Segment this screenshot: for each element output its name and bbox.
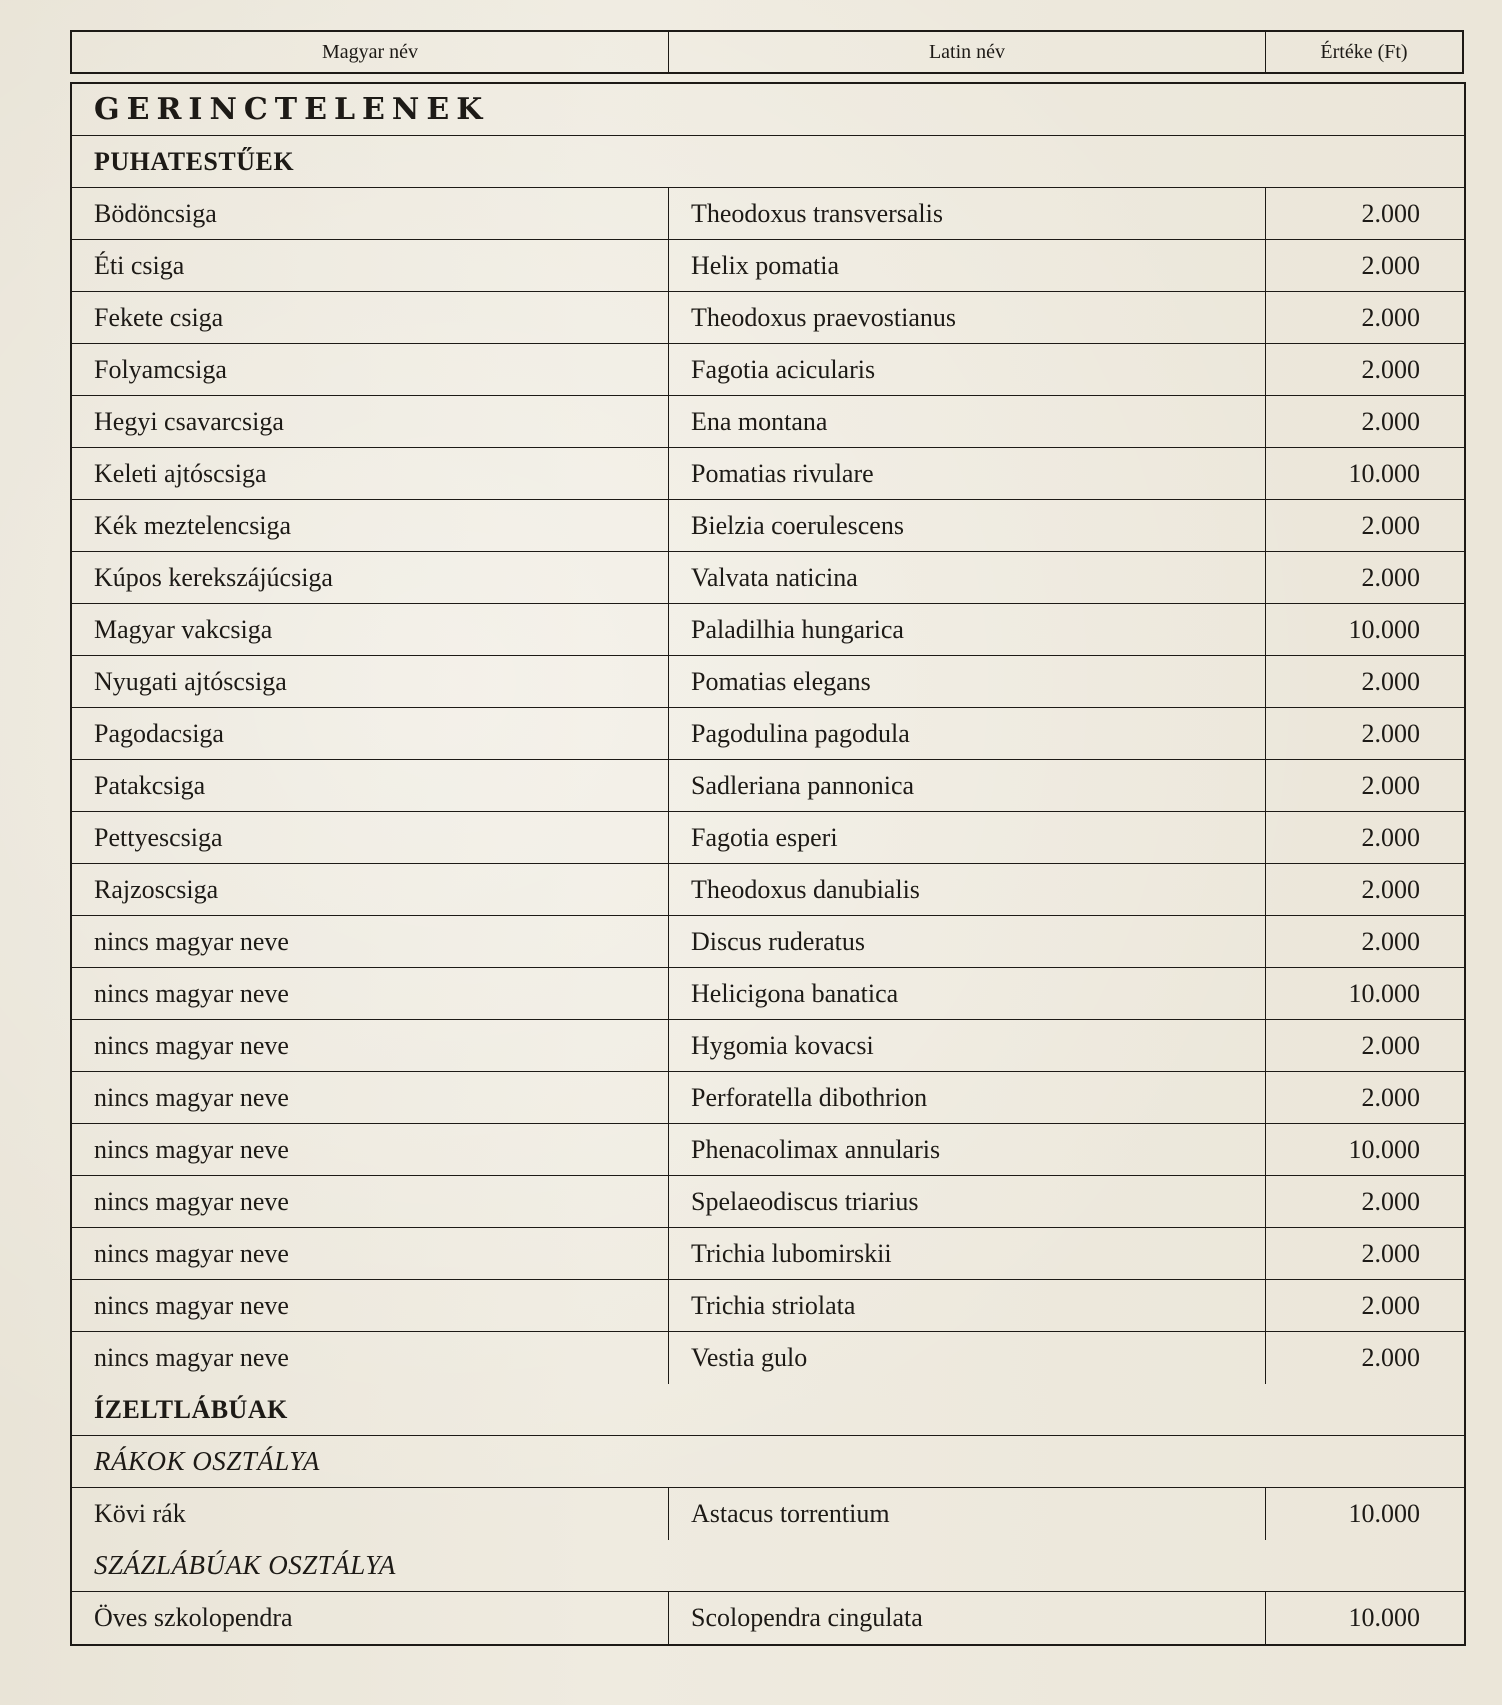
table-row	[72, 552, 1464, 604]
value-cell: 2.000	[1361, 1030, 1420, 1060]
latin-name-cell: Theodoxus danubialis	[669, 864, 1266, 915]
crustacea-rows	[72, 1488, 1464, 1540]
latin-name-cell: Helix pomatia	[669, 240, 1266, 291]
latin-name-cell: Sadleriana pannonica	[669, 760, 1266, 811]
latin-name-cell: Fagotia acicularis	[669, 344, 1266, 395]
latin-name-cell: Vestia gulo	[669, 1332, 1266, 1384]
value-cell: 2.000	[1361, 874, 1420, 904]
latin-name-cell: Spelaeodiscus triarius	[669, 1176, 1266, 1227]
hungarian-name-cell: nincs magyar neve	[72, 968, 669, 1019]
hungarian-name-cell: Kék meztelencsiga	[72, 500, 669, 551]
hungarian-name-cell: Rajzoscsiga	[72, 864, 669, 915]
value-cell: 2.000	[1361, 1082, 1420, 1112]
column-header-hungarian-name: Magyar név	[72, 32, 669, 72]
latin-name-cell: Scolopendra cingulata	[669, 1592, 1266, 1644]
subsection-row-chilopoda	[72, 1540, 1464, 1592]
value-cell: 2.000	[1361, 718, 1420, 748]
value-cell: 10.000	[1348, 1603, 1420, 1632]
latin-name-cell: Discus ruderatus	[669, 916, 1266, 967]
value-cell: 2.000	[1361, 406, 1420, 436]
latin-name-cell: Helicigona banatica	[669, 968, 1266, 1019]
hungarian-name-cell: nincs magyar neve	[72, 1124, 669, 1175]
table-row	[72, 448, 1464, 500]
latin-name-cell: Paladilhia hungarica	[669, 604, 1266, 655]
hungarian-name-cell: Fekete csiga	[72, 292, 669, 343]
hungarian-name-cell: Pettyescsiga	[72, 812, 669, 863]
value-cell: 2.000	[1361, 562, 1420, 592]
table-row	[72, 812, 1464, 864]
value-cell: 2.000	[1361, 1290, 1420, 1320]
latin-name-cell: Pomatias rivulare	[669, 448, 1266, 499]
hungarian-name-cell: nincs magyar neve	[72, 1176, 669, 1227]
value-cell: 10.000	[1348, 614, 1420, 644]
column-header-row	[70, 30, 1464, 74]
value-cell: 2.000	[1361, 198, 1420, 228]
value-cell: 2.000	[1361, 302, 1420, 332]
species-table	[70, 82, 1466, 1646]
table-row	[72, 1592, 1464, 1644]
value-cell: 2.000	[1361, 510, 1420, 540]
table-row	[72, 968, 1464, 1020]
hungarian-name-cell: Kövi rák	[72, 1488, 669, 1540]
latin-name-cell: Bielzia coerulescens	[669, 500, 1266, 551]
value-cell: 10.000	[1348, 1499, 1420, 1528]
latin-name-cell: Perforatella dibothrion	[669, 1072, 1266, 1123]
table-row	[72, 344, 1464, 396]
value-cell: 2.000	[1361, 250, 1420, 280]
chilopoda-rows	[72, 1592, 1464, 1644]
table-row	[72, 708, 1464, 760]
hungarian-name-cell: nincs magyar neve	[72, 916, 669, 967]
section-heading-arthropoda: ÍZELTLÁBÚAK	[94, 1394, 288, 1424]
column-header-latin-name: Latin név	[669, 32, 1266, 72]
section-row-mollusca	[72, 136, 1464, 188]
table-row	[72, 500, 1464, 552]
hungarian-name-cell: Pagodacsiga	[72, 708, 669, 759]
latin-name-cell: Astacus torrentium	[669, 1488, 1266, 1540]
latin-name-cell: Ena montana	[669, 396, 1266, 447]
subsection-heading-crustacea: RÁKOK OSZTÁLYA	[94, 1446, 320, 1476]
value-cell: 2.000	[1361, 1186, 1420, 1216]
table-row	[72, 1228, 1464, 1280]
table-row	[72, 1332, 1464, 1384]
value-cell: 10.000	[1348, 1134, 1420, 1164]
latin-name-cell: Trichia lubomirskii	[669, 1228, 1266, 1279]
subsection-row-crustacea	[72, 1436, 1464, 1488]
hungarian-name-cell: nincs magyar neve	[72, 1072, 669, 1123]
latin-name-cell: Trichia striolata	[669, 1280, 1266, 1331]
value-cell: 2.000	[1361, 1343, 1420, 1372]
hungarian-name-cell: Nyugati ajtóscsiga	[72, 656, 669, 707]
table-title: GERINCTELENEK	[94, 92, 490, 127]
hungarian-name-cell: nincs magyar neve	[72, 1280, 669, 1331]
hungarian-name-cell: Kúpos kerekszájúcsiga	[72, 552, 669, 603]
hungarian-name-cell: Bödöncsiga	[72, 188, 669, 239]
subsection-heading-chilopoda: SZÁZLÁBÚAK OSZTÁLYA	[94, 1550, 396, 1580]
mollusca-rows	[72, 188, 1464, 1384]
section-heading-mollusca: PUHATESTŰEK	[94, 146, 295, 176]
value-cell: 2.000	[1361, 666, 1420, 696]
value-cell: 2.000	[1361, 770, 1420, 800]
table-row	[72, 188, 1464, 240]
hungarian-name-cell: Öves szkolopendra	[72, 1592, 669, 1644]
value-cell: 2.000	[1361, 926, 1420, 956]
table-row	[72, 1020, 1464, 1072]
hungarian-name-cell: nincs magyar neve	[72, 1020, 669, 1071]
latin-name-cell: Theodoxus transversalis	[669, 188, 1266, 239]
latin-name-cell: Pagodulina pagodula	[669, 708, 1266, 759]
table-row	[72, 864, 1464, 916]
hungarian-name-cell: nincs magyar neve	[72, 1228, 669, 1279]
hungarian-name-cell: Folyamcsiga	[72, 344, 669, 395]
hungarian-name-cell: Keleti ajtóscsiga	[72, 448, 669, 499]
hungarian-name-cell: Patakcsiga	[72, 760, 669, 811]
table-row	[72, 1072, 1464, 1124]
value-cell: 10.000	[1348, 978, 1420, 1008]
table-row	[72, 240, 1464, 292]
table-row	[72, 656, 1464, 708]
table-title-row	[72, 84, 1464, 136]
table-row	[72, 1124, 1464, 1176]
value-cell: 2.000	[1361, 1238, 1420, 1268]
section-row-arthropoda	[72, 1384, 1464, 1436]
latin-name-cell: Hygomia kovacsi	[669, 1020, 1266, 1071]
latin-name-cell: Fagotia esperi	[669, 812, 1266, 863]
value-cell: 2.000	[1361, 354, 1420, 384]
hungarian-name-cell: Magyar vakcsiga	[72, 604, 669, 655]
table-row	[72, 292, 1464, 344]
value-cell: 2.000	[1361, 822, 1420, 852]
hungarian-name-cell: Éti csiga	[72, 240, 669, 291]
column-header-value: Értéke (Ft)	[1320, 40, 1408, 63]
table-row	[72, 1488, 1464, 1540]
table-row	[72, 916, 1464, 968]
hungarian-name-cell: Hegyi csavarcsiga	[72, 396, 669, 447]
table-row	[72, 604, 1464, 656]
table-row	[72, 760, 1464, 812]
value-cell: 10.000	[1348, 458, 1420, 488]
latin-name-cell: Valvata naticina	[669, 552, 1266, 603]
hungarian-name-cell: nincs magyar neve	[72, 1332, 669, 1384]
latin-name-cell: Pomatias elegans	[669, 656, 1266, 707]
table-row	[72, 396, 1464, 448]
table-row	[72, 1176, 1464, 1228]
latin-name-cell: Phenacolimax annularis	[669, 1124, 1266, 1175]
table-row	[72, 1280, 1464, 1332]
latin-name-cell: Theodoxus praevostianus	[669, 292, 1266, 343]
